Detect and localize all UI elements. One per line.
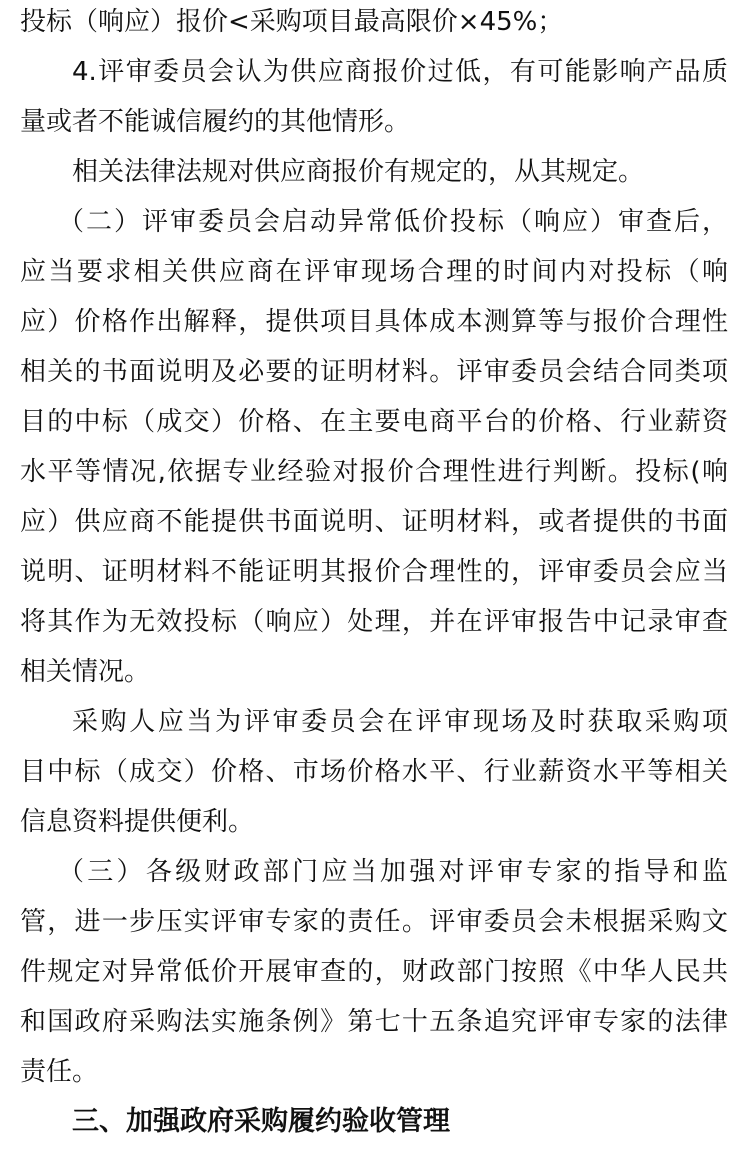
text-line-8: 相关的书面说明及必要的证明材料。评审委员会结合同类项 (20, 357, 728, 387)
text-line-13: 将其作为无效投标（响应）处理，并在评审报告中记录审查 (20, 607, 728, 637)
text-line-2: 4.评审委员会认为供应商报价过低，有可能影响产品质 (72, 57, 728, 87)
text-line-14: 相关情况。 (20, 657, 151, 687)
text-line-22: 责任。 (20, 1057, 99, 1087)
text-line-1: 投标（响应）报价<采购项目最高限价×45%； (20, 7, 564, 37)
text-line-7: 应）价格作出解释，提供项目具体成本测算等与报价合理性 (20, 307, 728, 337)
text-line-6: 应当要求相关供应商在评审现场合理的时间内对投标（响 (20, 257, 728, 287)
text-line-5: （二）评审委员会启动异常低价投标（响应）审查后， (58, 207, 728, 237)
text-line-18: （三）各级财政部门应当加强对评审专家的指导和监 (58, 857, 728, 887)
text-line-4: 相关法律法规对供应商报价有规定的，从其规定。 (72, 157, 645, 187)
text-line-3: 量或者不能诚信履约的其他情形。 (20, 107, 411, 137)
text-line-11: 应）供应商不能提供书面说明、证明材料，或者提供的书面 (20, 507, 728, 537)
text-line-15: 采购人应当为评审委员会在评审现场及时获取采购项 (72, 707, 728, 737)
text-line-10: 水平等情况,依据专业经验对报价合理性进行判断。投标(响 (20, 457, 728, 487)
text-line-21: 和国政府采购法实施条例》第七十五条追究评审专家的法律 (20, 1007, 728, 1037)
section-heading: 三、加强政府采购履约验收管理 (72, 1106, 450, 1137)
text-line-20: 件规定对异常低价开展审查的，财政部门按照《中华人民共 (20, 957, 728, 987)
text-line-9: 目的中标（成交）价格、在主要电商平台的价格、行业薪资 (20, 407, 728, 437)
text-line-16: 目中标（成交）价格、市场价格水平、行业薪资水平等相关 (20, 757, 728, 787)
text-line-17: 信息资料提供便利。 (20, 807, 255, 837)
text-line-19: 管，进一步压实评审专家的责任。评审委员会未根据采购文 (20, 907, 728, 937)
text-line-12: 说明、证明材料不能证明其报价合理性的，评审委员会应当 (20, 557, 728, 587)
